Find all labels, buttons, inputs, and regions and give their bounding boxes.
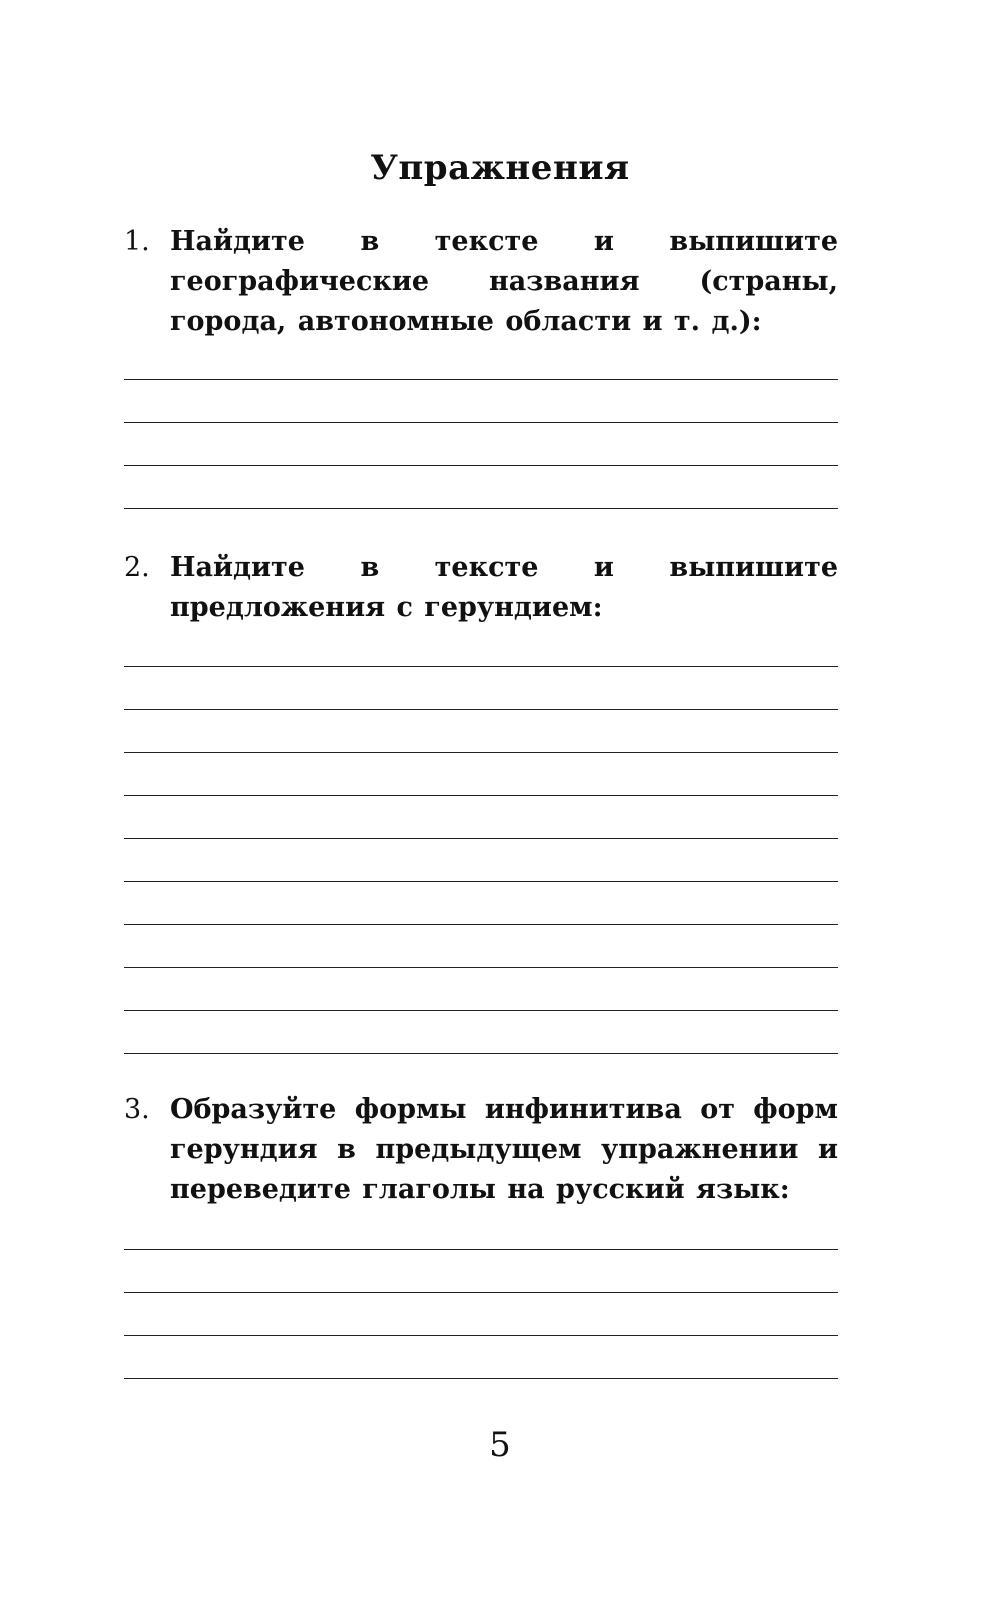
exercise-2-text: Найдите в тексте и выпишите предложения с герундием: [170,552,838,623]
answer-line[interactable] [124,380,838,423]
answer-line[interactable] [124,624,838,667]
exercise-1-number: 1. [124,226,150,257]
answer-line[interactable] [124,710,838,753]
answer-line[interactable] [124,337,838,380]
exercise-2-number: 2. [124,552,150,583]
exercise-1 [124,222,838,342]
exercise-2-prompt [124,548,838,628]
answer-line[interactable] [124,839,838,882]
exercise-1-answer-lines [124,337,838,509]
answer-line[interactable] [124,423,838,466]
exercise-2 [124,548,838,628]
answer-line[interactable] [124,1207,838,1250]
answer-line[interactable] [124,1011,838,1054]
answer-line[interactable] [124,1250,838,1293]
exercise-3 [124,1090,838,1210]
exercise-3-text: Образуйте формы инфинитива от форм герундия в предыдущем упражнении и переведите глаголы на русский язык: [170,1094,838,1205]
exercise-3-answer-lines [124,1207,838,1379]
answer-line[interactable] [124,667,838,710]
exercise-3-number: 3. [124,1094,150,1125]
answer-line[interactable] [124,1336,838,1379]
exercise-1-prompt [124,222,838,342]
answer-line[interactable] [124,466,838,509]
answer-line[interactable] [124,925,838,968]
answer-line[interactable] [124,796,838,839]
answer-line[interactable] [124,1293,838,1336]
exercise-2-answer-lines [124,624,838,1054]
exercise-1-text: Найдите в тексте и выпишите географические названия (страны, города, автономные области и т. д.): [170,226,838,337]
answer-line[interactable] [124,882,838,925]
page-title: Упражнения [370,148,630,188]
exercise-3-prompt [124,1090,838,1210]
answer-line[interactable] [124,968,838,1011]
page-number: 5 [489,1425,511,1465]
answer-line[interactable] [124,753,838,796]
